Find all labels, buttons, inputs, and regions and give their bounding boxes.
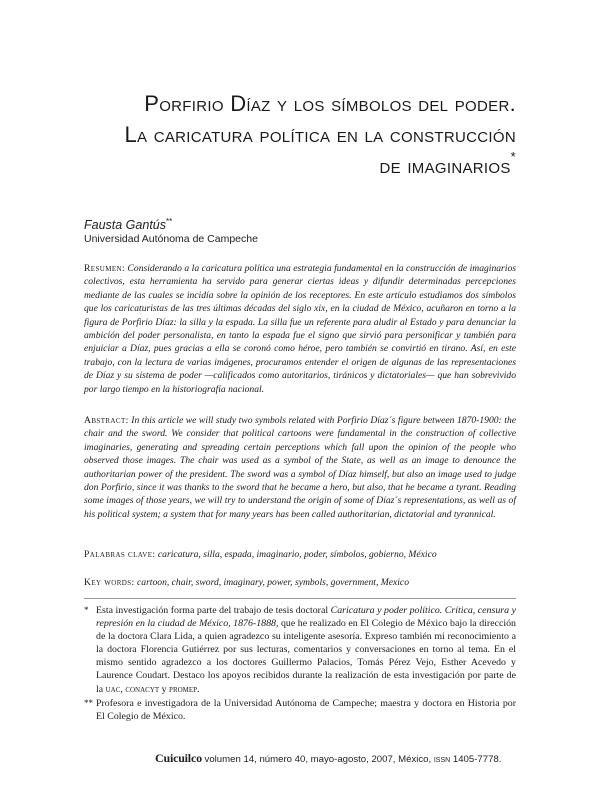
resumen-label: Resumen: bbox=[84, 263, 126, 274]
footnote-1-sep-1: , bbox=[120, 683, 126, 695]
title-line-3-text: de imaginarios bbox=[379, 153, 511, 178]
title-line-2: La caricatura política en la construcción bbox=[124, 122, 516, 147]
issn-label: issn bbox=[433, 754, 451, 765]
org-uac: uac bbox=[105, 683, 121, 695]
abstract-text: In this article we will study two symbols related with Porfirio Díaz´s figure between 1870-1900: the chair and the sword. We consider that political cartoons were fundamental in the construction of collective imaginaries, generating and spreading certain perceptions which fall upon the opinion of the people who observed those images. The chair was used as a symbol of the State, as well as an image to denounce the authoritarian power of the president. The sword was a symbol of Díaz himself, but also an image used to judge don Porfirio, since it was thanks to the sword that he became a hero, but also, that he became a tyrant. Reading some images of those years, we will try to understand the origin of some of Díaz´s representations, as well as of his political system; a system that for many years has been called authoritarian, dictatorial and tyrannical. bbox=[84, 415, 516, 520]
footnote-2-body: Profesora e investigadora de la Universidad Autónoma de Campeche; maestra y doctora en Historia por El Colegio de México. bbox=[96, 698, 516, 723]
author-footnote-marker[interactable]: ** bbox=[166, 217, 173, 226]
org-promep: promep bbox=[169, 683, 198, 695]
resumen-text: Considerando a la caricatura política una estrategia fundamental en la construcción de imaginarios colectivos, esta herramienta ha servido para generar ciertas ideas y difundir determinadas percepciones mediante de las cuales se incidía sobre la opinión de los receptores. En este artículo estudiamos dos símbolos que los caricaturistas de las tres últimas décadas del siglo xix, en la ciudad de México, acuñaron en torno a la figura de Porfirio Díaz: la silla y la espada. La silla fue un referente para aludir al Estado y para denunciar la ambición del poder personalista, en tanto la espada fue el signo que sirvió para personificar y también para enjuiciar a Díaz, pues gracias a ella se coronó como héroe, pero también se convirtió en tirano. Así, en este trabajo, con la lectura de varias imágenes, procuramos entender el origen de algunas de las representaciones de Díaz y su sistema de poder —calificados como autoritarios, tiránicos y dictatoriales— que han sobrevivido por largo tiempo en la historiografía nacional. bbox=[84, 263, 516, 395]
footnote-1-end: . bbox=[197, 683, 200, 695]
title-line-1: Porfirio Díaz y los símbolos del poder. bbox=[144, 91, 516, 116]
footnote-divider bbox=[84, 598, 516, 599]
palabras-clave bbox=[84, 548, 516, 561]
title-line-3 bbox=[60, 150, 516, 181]
citation-text: volumen 14, número 40, mayo-agosto, 2007, México, bbox=[201, 754, 434, 765]
abstract-label: Abstract: bbox=[84, 415, 129, 426]
abstract-paragraph bbox=[84, 414, 516, 521]
title-footnote-marker[interactable]: * bbox=[510, 149, 516, 164]
footnote-2 bbox=[84, 697, 516, 723]
author-name bbox=[84, 217, 172, 232]
journal-citation bbox=[155, 751, 535, 766]
footnote-1-sep-2: y bbox=[159, 683, 170, 695]
key-words bbox=[84, 576, 516, 589]
key-words-text: cartoon, chair, sword, imaginary, power, symbols, government, Mexico bbox=[137, 577, 409, 588]
author-affiliation: Universidad Autónoma de Campeche bbox=[84, 233, 258, 245]
journal-logo: Cuicuilco bbox=[155, 751, 202, 765]
article-title bbox=[60, 88, 516, 181]
resumen-paragraph bbox=[84, 262, 516, 396]
issn-number: 1405-7778. bbox=[450, 754, 502, 765]
key-words-label: Key words: bbox=[84, 577, 135, 588]
footnote-1-body bbox=[84, 604, 516, 696]
footnote-1 bbox=[84, 604, 516, 696]
author-name-text: Fausta Gantús bbox=[84, 218, 166, 233]
palabras-clave-text: caricatura, silla, espada, imaginario, poder, símbolos, gobierno, México bbox=[157, 549, 437, 560]
org-conacyt: conacyt bbox=[125, 683, 160, 695]
footnote-1-marker: * bbox=[84, 605, 89, 615]
footnote-1-text-b: que he realizado en El Colegio de México bajo la dirección de la doctora Clara Lida, a quien agradezco su inteligente asesoría. Expreso también mi reconocimiento a la doctora Florencia Gutiérrez por sus lecturas, comentarios y conversaciones en torno al tema. En el mismo sentido agradezco a los doctores Guillermo Palacios, Tomás Pérez Vejo, Esther Acevedo y Laurence Coudart. Destaco los apoyos recibidos durante la realización de esta investigación por parte de la bbox=[96, 618, 516, 695]
footnote-2-marker: ** bbox=[84, 698, 93, 708]
footnote-1-text-a: Esta investigación forma parte del trabajo de tesis doctoral bbox=[96, 605, 331, 616]
palabras-clave-label: Palabras clave: bbox=[84, 549, 156, 560]
footnote-1-thesis-title: Caricatura y poder político. Crítica, censura y represión en la ciudad de México, 1876-1888, bbox=[96, 605, 516, 630]
